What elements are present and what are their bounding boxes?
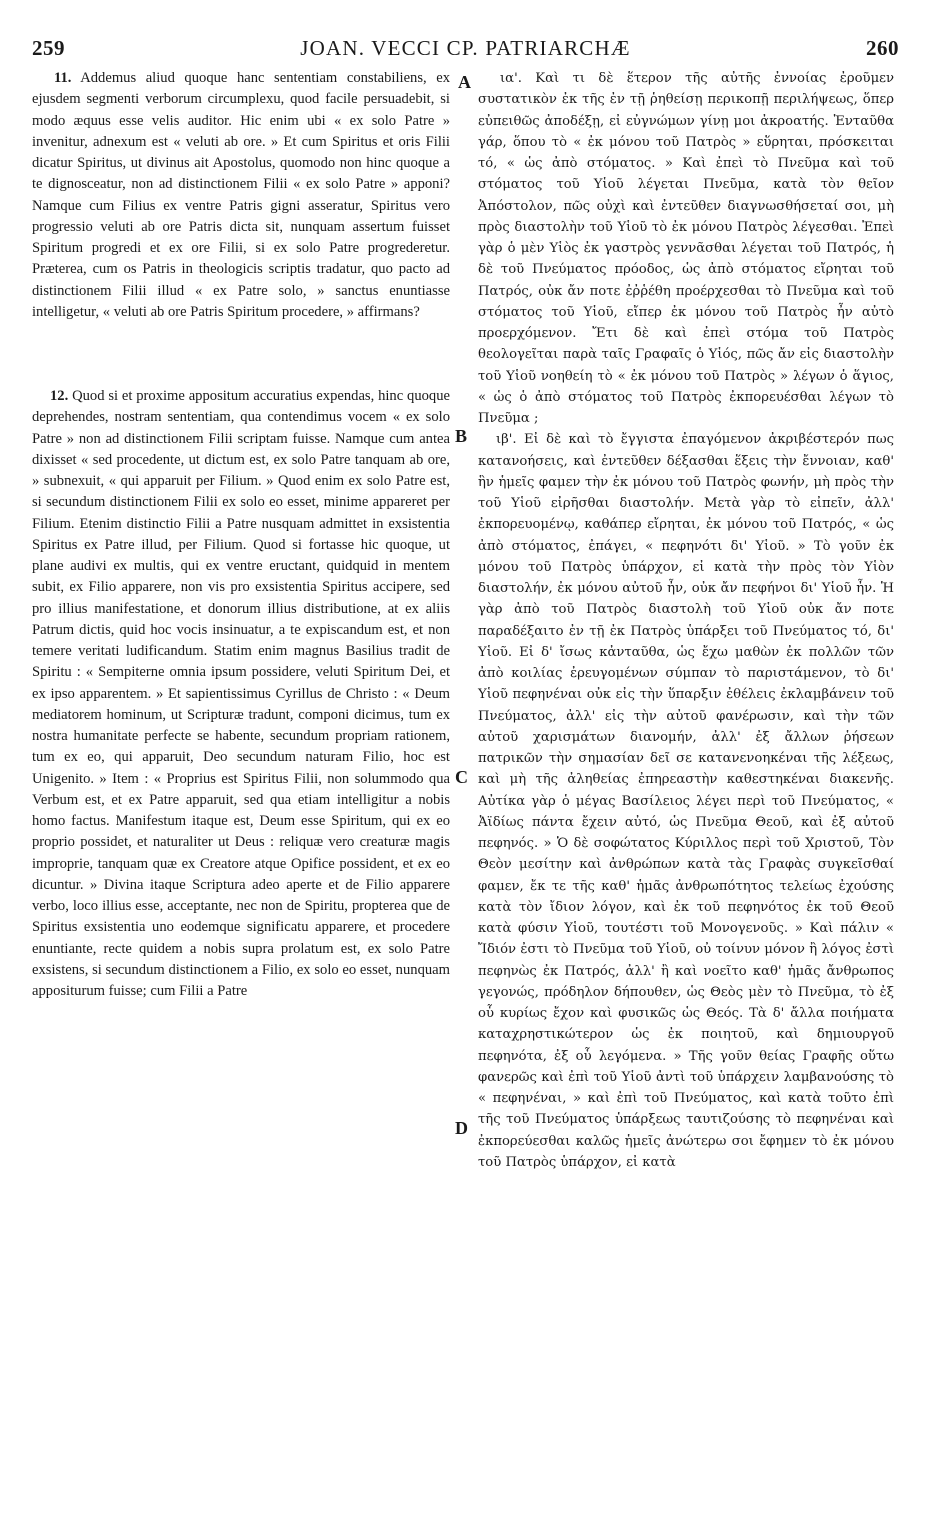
margin-marker-b: B [455,426,468,446]
greek-paragraph-12 [478,429,894,1173]
section-number: 12. [50,388,69,404]
section-number: ιβ'. [496,432,517,448]
margin-marker-a: A [458,72,471,92]
latin-paragraph-11 [32,68,450,323]
left-page-number: 259 [32,36,65,60]
paragraph-text: Addemus aliud quoque hanc sententiam constabiliens, ex ejusdem segmenti verborum circumplexu, quod facile persuadebit, si modo æquus esse velis auditor. Hic enim ubi « ex solo Patre » invenitur, adnexum est « veluti ab ore. » Et cum Spiritus et oris Filii dicatur Spiritus, ut divinus ait Apostolus, quomodo non hinc quoque a te dignosceatur, non ad distinctionem Filii « ex solo Patre » apponi? Namque cum Filius ex ventre Patris gigni asseratur, Spiritus vero progressio veluti ab ore Patris dicta sit, nunquam assertum fuisset Spiritum progredi et ex ore Filii, si ex solo Patre progrederetur. Præterea, cum os Patris in theologicis scriptis tradatur, quo pacto ad distinctionem Filii illud « ex Patre solo, » sanctus enuntiasse intelligetur, « veluti ab ore Patris Spiritum procedere, » affirmans? [32,70,451,320]
paragraph-text: Quod si et proxime appositum accuratius expendas, hinc quoque deprehendes, nostram sententiam, qua contendimus vocem « ex solo Patre » non ad distinctionem Filii scriptam fuisse. Namque cum antea dixisset « sed procedente, ut dictum est, ex solo Patre tanquam ab ore, » subnexuit, « qui apparuit per Filium. » Quod enim ex solo Patre est, si secundum distinctionem Filii ex solo eo esset, minime appareret per Filium. Etenim distinctio Filii a Patre nusquam admittet in exsistentia Spiritus ex Patre illud, per Filium. Quod si fortasse hic quoque, ut plane audivi ex multis, qui ex ventre eructant, quidquid in mentem subit, ex Filio apparere, non vis pro exsistentia Spiritus accipere, sed pro illius manifestatione, et donorum illius distributione, at ex aliis Patrum dictis, quid hoc vocis insinuatur, a te expiscandum est, et non temere veritati ludificandum. Statim enim magnus Basilius tradit de Spiritu : « Sempiterne omnia ipsum possidere, veluti Spiritum Dei, et ex ipso apparentem. » Et sapientissimus Cyrillus de Christo : « Deum mediatorem hominum, ut Scripturæ tradunt, componi dicimus, tum ex nostra humanitate perfecte se habente, secundum propriam rationem, tum ex eo, qui apparuit, Deo secundum naturam Filio, hoc est Unigenito. » Item : « Proprius est Spiritus Filii, non solummodo qua Verbum est, et ex Patre apparuit, sed qua etiam intelligitur a nobis homo factus. Manifestum itaque est, Deum esse Spiritum, qui ex eo proprio possidet, et naturaliter ut Deus : reliquæ vero creaturæ magis improprie, tanquam quæ ex Creatore atque Opifice possident, et ex eo dicuntur. » Divina itaque Scriptura adeo aperte et de Filio apparere verbo, loco illius esse, acceptante, nec non de Spiritu, propterea que de Spiritus exsistentia uno eodemque significatu apparere, et procedere enuntiante, recte quidem a nobis supra prolatum est, ex solo Patre exsistens, si secundum distinctionem a Filio, ex solo eo esset, nunquam appositurum fuisse; cum Filii a Patre [32,388,450,999]
margin-marker-c: C [455,767,468,787]
running-title: JOAN. VECCI CP. PATRIARCHÆ [300,36,631,60]
latin-column [32,68,450,1002]
section-number: ια'. [500,71,522,86]
margin-marker-d: D [455,1118,468,1138]
section-number: 11. [54,70,72,86]
running-header [30,36,901,66]
greek-paragraph-11 [478,68,894,429]
paragraph-gap [32,323,450,386]
right-page-number: 260 [866,36,899,60]
paragraph-text: Εἰ δὲ καὶ τὸ ἔγγιστα ἐπαγόμενον ἀκριβέστερόν πως κατανοήσεις, καὶ ἐντεῦθεν δέξασθαι ἕξεις τὴν ἔννοιαν, καθ' ἣν ἡμεῖς φαμεν τὴν ἐκ μόνου τοῦ Πατρὸς φωνήν, μὴ πρὸς τὴν τοῦ Υἱοῦ εἰρῆσθαι διαστολήν. Μετὰ γὰρ τὸ εἰπεῖν, ἀλλ' ἐκπορευομένῳ, καθάπερ εἴρηται, ἐκ μόνου τοῦ Πατρός, « ὡς ἀπὸ στόματος, ἐπάγει, « πεφηνότι δι' Υἱοῦ. » Τὸ γοῦν ἐκ μόνου τοῦ Πατρὸς ὑπάρχον, εἰ κατὰ τὴν πρὸς τὸν Υἱὸν διαστολήν, ἐκ μόνου αὐτοῦ ἦν, οὐκ ἄν πεφήνοι δι' Υἱοῦ ἦν. Ἡ γὰρ ἀπὸ τοῦ Πατρὸς διαστολὴ τοῦ Υἱοῦ οὐκ ἄν ποτε παραδέξαιτο ἐν τῇ ἐκ Πατρὸς ὑπάρξει τοῦ Πνεύματος τό, δι' Υἱοῦ. Εἰ δ' ἴσως κἀνταῦθα, ὡς ἔχω μαθὼν ἐκ πολλῶν τῶν ἀπὸ κοιλίας ἐρευγομένων σύμπαν τὸ παριστάμενον, τὸ δι' Υἱοῦ πεφηνέναι οὐκ εἰς τὴν ὕπαρξιν ἐθέλεις ἐκλαμβάνειν τοῦ Πνεύματος, ἀλλ' εἰς τὴν αὐτοῦ φανέρωσιν, καὶ τὴν τῶν αὐτοῦ χαρισμάτων διανομήν, ἀλλ' ἐξ ἄλλων ῥήσεων πατρικῶν τὴν σημασίαν δεῖ σε κατανενοηκέναι τῆς λέξεως, καὶ μὴ τῆς ἀληθείας ἐπηρεαστὴν καθεστηκέναι διακενῆς. Αὐτίκα γὰρ ὁ μέγας Βασίλειος λέγει περὶ τοῦ Πνεύματος, « Ἀϊδίως πάντα ἔχειν αὐτό, ὡς Πνεῦμα Θεοῦ, καὶ ἐξ αὐτοῦ πεφηνός. » Ὁ δὲ σοφώτατος Κύριλλος περὶ τοῦ Χριστοῦ, Τὸν Θεὸν μεσίτην καὶ ἀνθρώπων κατὰ τὰς Γραφὰς συγκεῖσθαί φαμεν, ἔκ τε τῆς καθ' ἡμᾶς ἀνθρωπότητος τελείως ἐχούσης κατὰ τὸν ἴδιον λόγον, καὶ ἐκ τοῦ πεφηνότος ἐκ τοῦ Θεοῦ κατὰ φύσιν Υἱοῦ, τουτέστι τοῦ Μονογενοῦς. » Καὶ πάλιν « Ἴδιόν ἐστι τὸ Πνεῦμα τοῦ Υἱοῦ, οὐ τοίνυν μόνον ἢ λόγος ἐστὶ πεφηνὼς ἐκ Πατρός, ἀλλ' ἢ καὶ νοεῖτο καθ' ἡμᾶς ἄνθρωπος γεγονώς, πρόδηλον δήπουθεν, ὡς Θεὸς μὲν τὸ Πνεῦμα, τὸ ἐξ οὗ κυρίως ἔχον καὶ φυσικῶς ὡς Θεός. Τὰ δ' ἄλλα ποιήματα καταχρηστικώτερον ὡς ἐκ ποιητοῦ, καὶ δημιουργοῦ πεφηνότα, ἐξ οὗ λεγόμενα. » Τῆς γοῦν θείας Γραφῆς οὕτω φανερῶς καὶ ἐπὶ τοῦ Υἱοῦ ἀντὶ τοῦ ὑπάρχειν λαμβανούσης τὸ « πεφηνέναι, » καὶ ἐπὶ τοῦ Πνεύματος, καὶ κατὰ τοῦτο ἐπὶ τῆς τοῦ Πνεύματος ὑπάρξεως ταυτιζούσης τὸ πεφηνέναι καὶ ἐκπορεύεσθαι καλῶς ἡμεῖς ἀνώτερω σοι ἔφημεν τὸ ἐκ μόνου τοῦ Πατρὸς ὑπάρχον, εἰ κατὰ [478,432,894,1170]
latin-paragraph-12 [32,386,450,1002]
greek-column [478,68,894,1173]
paragraph-text: Καὶ τι δὲ ἕτερον τῆς αὐτῆς ἐννοίας ἐροῦμεν συστατικὸν ἐκ τῆς ἐν τῇ ῥηθείσῃ περικοπῇ περιλήψεως, ὅπερ εὐπειθῶς ἀποδέξῃ, εἰ εὐγνώμων γίνῃ μοι ἀκροατής. Ἐνταῦθα γάρ, ὅπου τὸ « ἐκ μόνου τοῦ Πατρὸς » εὕρηται, πρόσκειται τό, « ὡς ἀπὸ στόματος. » Καὶ ἐπεὶ τὸ Πνεῦμα καὶ τοῦ στόματος τοῦ Υἱοῦ λέγεται Πνεῦμα, κατὰ τὸν θεῖον Ἀπόστολον, πῶς οὐχὶ καὶ ἐντεῦθεν διαγνωσθήσεταί σοι, μὴ πρὸς διαστολὴν τοῦ Υἱοῦ τὸ ἐκ μόνου Πατρὸς λέγεσθαι. Ἐπεὶ γὰρ ὁ μὲν Υἱὸς ἐκ γαστρὸς γεννᾶσθαι λέγεται τοῦ Πατρός, ἡ δὲ τοῦ Πνεύματος πρόοδος, ὡς ἀπὸ στόματος εἴρηται τοῦ Πατρός, οὐκ ἄν ποτε ἐῤῥέθη προέρχεσθαι τὸ Πνεῦμα καὶ τοῦ στόματος τοῦ Υἱοῦ, εἴπερ ἐκ μόνου τοῦ Πατρὸς ἦν αὐτὸ προερχόμενον. Ἔτι δὲ καὶ ἐπεὶ στόμα τοῦ Πατρὸς θεολογεῖται παρὰ ταῖς Γραφαῖς ὁ Υἱός, πῶς ἄν εἰς διαστολὴν τοῦ Υἱοῦ νοηθείη τὸ « ἐκ μόνου τοῦ Πατρὸς » λέγων ὁ ἅγιος, « ὡς ὁ ἀπὸ στόματος τοῦ Πατρὸς ἐκπορευέσθαι λέγων τὸ Πνεῦμα ; [478,71,894,426]
